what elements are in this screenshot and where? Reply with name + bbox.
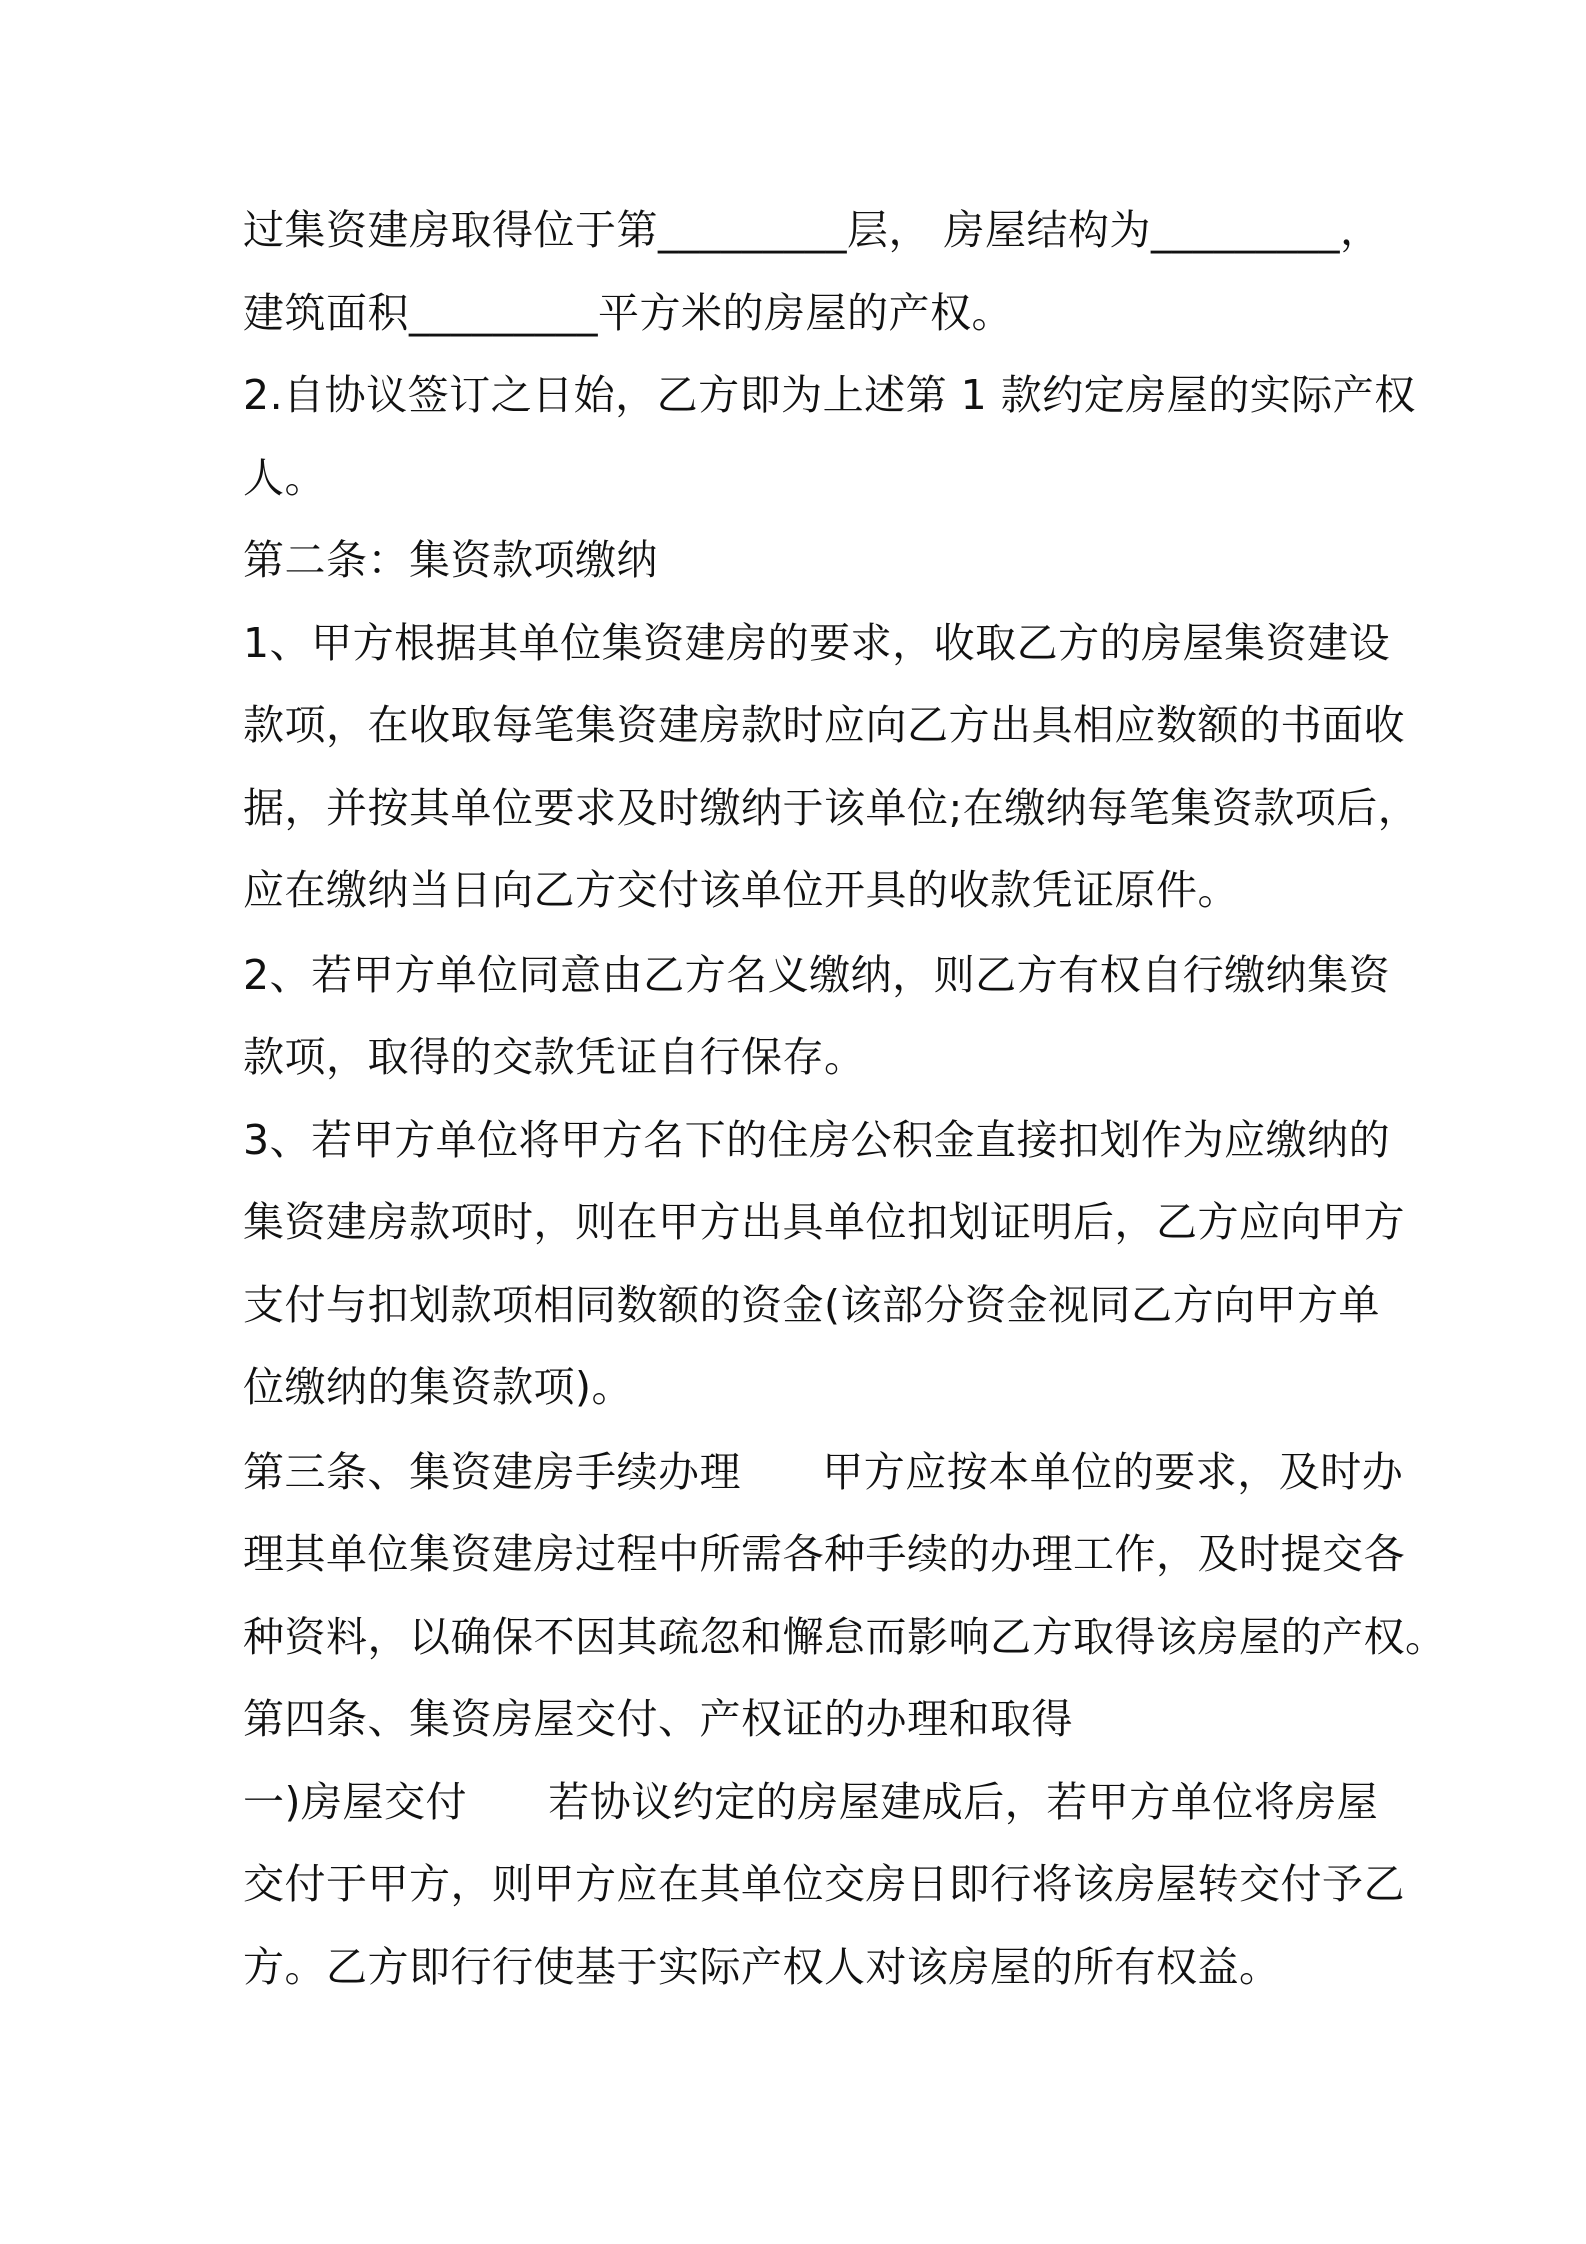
text-line: 理其单位集资建房过程中所需各种手续的办理工作，及时提交各 [243, 1530, 1405, 1578]
text-line: 款项，在收取每笔集资建房款时应向乙方出具相应数额的书面收 [243, 701, 1405, 749]
text-line: 方。乙方即行行使基于实际产权人对该房屋的所有权益。 [243, 1943, 1281, 1991]
text-line: 据，并按其单位要求及时缴纳于该单位;在缴纳每笔集资款项后， [243, 784, 1420, 832]
text-line: 建筑面积_________平方米的房屋的产权。 [243, 289, 1013, 337]
text-line: 款项，取得的交款凭证自行保存。 [243, 1033, 866, 1081]
text-line: 2、若甲方单位同意由乙方名义缴纳，则乙方有权自行缴纳集资 [243, 951, 1391, 999]
text-line: 人。 [243, 454, 326, 502]
section-heading: 第三条、集资建房手续办理 甲方应按本单位的要求，及时办 [243, 1448, 1404, 1496]
text-line: 集资建房款项时，则在甲方出具单位扣划证明后，乙方应向甲方 [243, 1198, 1405, 1246]
section-heading: 第四条、集资房屋交付、产权证的办理和取得 [243, 1695, 1073, 1743]
text-line: 应在缴纳当日向乙方交付该单位开具的收款凭证原件。 [243, 866, 1239, 914]
text-line: 1、甲方根据其单位集资建房的要求，收取乙方的房屋集资建设 [243, 619, 1391, 667]
text-line: 2.自协议签订之日始，乙方即为上述第 1 款约定房屋的实际产权 [243, 371, 1416, 419]
text-line: 位缴纳的集资款项)。 [243, 1363, 633, 1411]
text-line: 3、若甲方单位将甲方名下的住房公积金直接扣划作为应缴纳的 [243, 1116, 1391, 1164]
text-line: 过集资建房取得位于第_________层， 房屋结构为_________， [243, 206, 1382, 254]
text-line: 种资料，以确保不因其疏忽和懈怠而影响乙方取得该房屋的产权。 [243, 1613, 1447, 1661]
section-heading: 第二条：集资款项缴纳 [243, 536, 658, 584]
text-line: 一)房屋交付 若协议约定的房屋建成后，若甲方单位将房屋 [243, 1778, 1379, 1826]
text-line: 支付与扣划款项相同数额的资金(该部分资金视同乙方向甲方单 [243, 1281, 1380, 1329]
text-line: 交付于甲方，则甲方应在其单位交房日即行将该房屋转交付予乙 [243, 1860, 1405, 1908]
